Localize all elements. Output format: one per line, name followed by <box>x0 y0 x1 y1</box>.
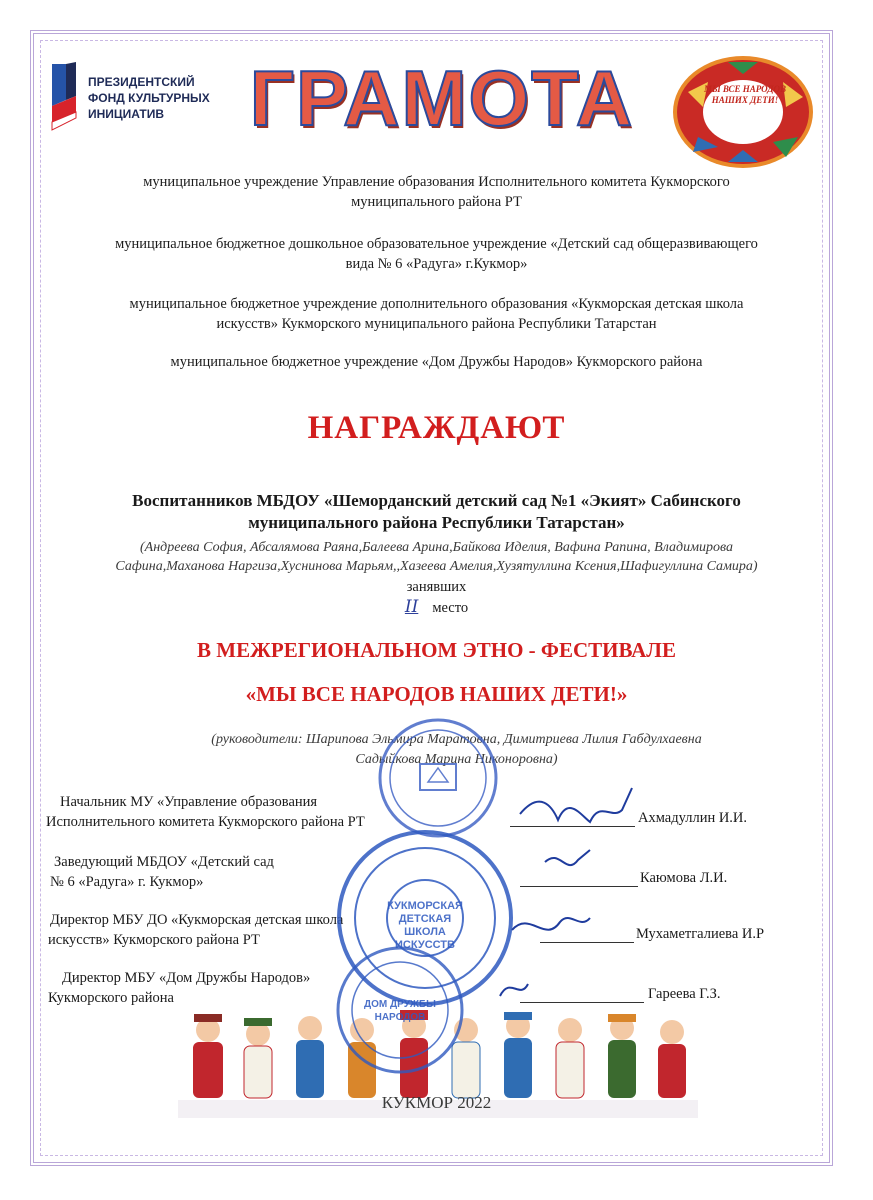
pfki-line-3: ИНИЦИАТИВ <box>88 107 164 121</box>
organization-3 <box>50 294 823 334</box>
occupied-text: занявших <box>406 579 467 595</box>
page-title: ГРАМОТА <box>249 54 635 142</box>
signature-line-2 <box>520 886 638 887</box>
leaders <box>110 730 803 770</box>
place-number: II <box>404 597 419 617</box>
organization-1-line-1: муниципальное учреждение Управление образования Исполнительного комитета Кукморского <box>143 174 730 190</box>
signature-position-3 <box>46 910 343 950</box>
children-list <box>60 538 813 576</box>
leaders-line-1: (руководители: Шарипова Эльмира Маратовна, Димитриева Лилия Габдулхаевна <box>211 732 702 747</box>
signature-name-1: Ахмадуллин И.И. <box>638 810 748 826</box>
pfki-logo-icon <box>50 60 80 140</box>
organization-2-line-2: вида № 6 «Радуга» г.Кукмор» <box>345 256 528 272</box>
place-line <box>60 597 813 618</box>
signature-line-1 <box>510 826 635 827</box>
recipients <box>60 490 813 534</box>
organization-2 <box>50 234 823 274</box>
festival-logo-icon <box>668 52 818 172</box>
organization-2-line-1: муниципальное бюджетное дошкольное образовательное учреждение «Детский сад общеразвивающего <box>115 236 758 252</box>
signature-2-line-2: № 6 «Радуга» г. Кукмор» <box>50 874 204 890</box>
signature-name-2: Каюмова Л.И. <box>640 870 728 886</box>
organization-4 <box>50 352 823 372</box>
organization-4-line-1: муниципальное бюджетное учреждение «Дом Дружбы Народов» Кукморского района <box>170 354 703 370</box>
pfki-logo-text <box>88 74 228 122</box>
organization-1-line-2: муниципального района РТ <box>351 194 522 210</box>
recipients-line-2: муниципального района Республики Татарстан» <box>248 513 625 532</box>
signature-3-line-1: Директор МБУ ДО «Кукморская детская школа <box>50 912 344 928</box>
pfki-line-2: ФОНД КУЛЬТУРНЫХ <box>88 91 210 105</box>
organization-1 <box>50 172 823 212</box>
festival-heading-2: «МЫ ВСЕ НАРОДОВ НАШИХ ДЕТИ!» <box>245 682 628 706</box>
signature-line-3 <box>540 942 634 943</box>
ddn-stamp-text: ДОМ ДРУЖБЫ НАРОДОВ <box>364 999 436 1023</box>
recipients-line-1: Воспитанников МБДОУ «Шеморданский детский сад №1 «Экият» Сабинского <box>132 491 741 510</box>
award-heading: НАГРАЖДАЮТ <box>307 410 566 446</box>
signature-1-line-2: Исполнительного комитета Кукморского района РТ <box>46 814 365 830</box>
organization-3-line-1: муниципальное бюджетное учреждение дополнительного образования «Кукморская детская школа <box>129 296 744 312</box>
signature-name-4: Гареева Г.З. <box>648 986 721 1002</box>
signature-1-line-1: Начальник МУ «Управление образования <box>60 794 318 810</box>
signature-2-line-1: Заведующий МБДОУ «Детский сад <box>54 854 274 870</box>
leaders-line-2: Садыйкова Марина Никоноровна) <box>355 752 558 767</box>
children-line-2: Сафина,Маханова Наргиза,Хуснинова Марьям,,Хазеева Амелия,Хузятуллина Ксения,Шафигуллина Самира) <box>115 559 758 574</box>
signature-name-3: Мухаметгалиева И.Р <box>636 926 765 942</box>
signature-position-2 <box>46 852 274 892</box>
footer-city-year: КУКМОР 2022 <box>381 1093 492 1112</box>
festival-heading-1: В МЕЖРЕГИОНАЛЬНОМ ЭТНО - ФЕСТИВАЛЕ <box>197 638 676 662</box>
organization-3-line-2: искусств» Кукморского муниципального района Республики Татарстан <box>216 316 657 332</box>
pfki-line-1: ПРЕЗИДЕНТСКИЙ <box>88 75 195 89</box>
festival-logo-text: МЫ ВСЕ НАРОДОВ НАШИХ ДЕТИ! <box>703 84 787 105</box>
children-line-1: (Андреева София, Абсалямова Раяна,Балеева Арина,Байкова Иделия, Вафина Рапина, Владимирова <box>139 540 734 555</box>
signature-4-line-2: Кукморского района <box>48 990 174 1006</box>
signature-4-line-1: Директор МБУ «Дом Дружбы Народов» <box>62 970 311 986</box>
school-stamp-text: КУКМОРСКАЯ ДЕТСКАЯ ШКОЛА ИСКУССТВ <box>387 900 463 951</box>
place-word: место <box>432 600 469 616</box>
signature-position-1 <box>46 792 365 832</box>
signature-3-line-2: искусств» Кукморского района РТ <box>48 932 260 948</box>
